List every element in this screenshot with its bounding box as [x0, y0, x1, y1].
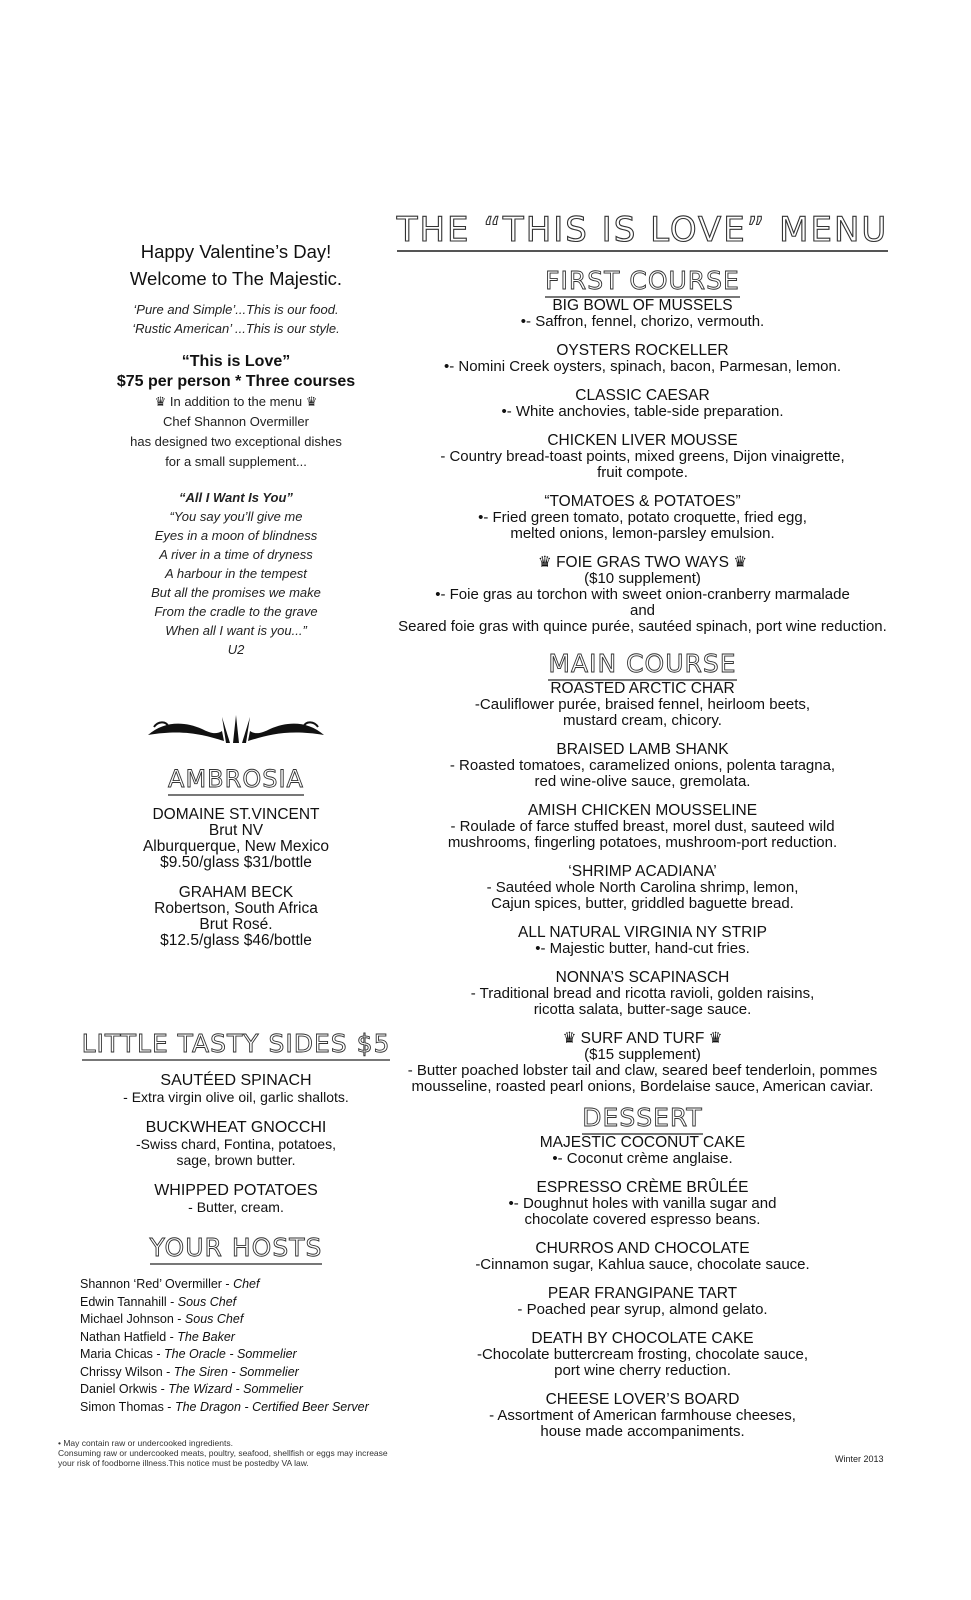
item-desc: -Cinnamon sugar, Kahlua sauce, chocolate sauce.	[475, 1256, 810, 1273]
left-column	[56, 238, 416, 1416]
side-name: BUCKWHEAT GNOCCHI	[145, 1119, 327, 1136]
special-price: $75 per person * Three courses	[116, 373, 356, 390]
wine-style: Brut NV	[208, 822, 264, 839]
supplement-line: for a small supplement...	[165, 454, 307, 469]
side-name: WHIPPED POTATOES	[154, 1182, 318, 1199]
notice-line: Consuming raw or undercooked meats, poultry, seafood, shellfish or eggs may increase	[58, 1448, 388, 1458]
menu-item	[395, 298, 890, 330]
designed-line: has designed two exceptional dishes	[130, 434, 342, 449]
addition-line	[56, 392, 416, 412]
chef-line: Chef Shannon Overmiller	[163, 414, 309, 429]
item-name: CLASSIC CAESAR	[575, 387, 710, 404]
menu-item	[395, 1031, 890, 1095]
menu-item	[395, 864, 890, 912]
item-name: MAJESTIC COCONUT CAKE	[539, 1134, 746, 1151]
item-name: ♛ FOIE GRAS TWO WAYS ♛	[537, 554, 748, 571]
menu-item	[395, 1180, 890, 1228]
item-name: ROASTED ARCTIC CHAR	[550, 680, 735, 697]
item-desc: ricotta salata, butter-sage sauce.	[533, 1001, 752, 1018]
host-entry: Shannon ‘Red’ Overmiller - Chef	[80, 1277, 260, 1291]
item-desc: mousseline, roasted pearl onions, Bordelaise sauce, American caviar.	[411, 1078, 874, 1095]
side-name: SAUTÉED SPINACH	[160, 1072, 312, 1089]
item-desc: mustard cream, chicory.	[563, 712, 722, 729]
item-desc: •- Fried green tomato, potato croquette, fried egg,	[478, 509, 807, 526]
wine-origin: Alburquerque, New Mexico	[142, 838, 330, 855]
poem-line: When all I want is you...”	[165, 623, 307, 638]
menu-item	[395, 388, 890, 420]
notice-line: • May contain raw or undercooked ingredients.	[58, 1438, 233, 1448]
item-desc: •- Saffron, fennel, chorizo, vermouth.	[520, 313, 765, 330]
main-course-heading: MAIN COURSE	[395, 649, 890, 679]
item-name: OYSTERS ROCKELLER	[556, 342, 729, 359]
item-name: ESPRESSO CRÈME BRÛLÉE	[536, 1179, 749, 1196]
item-desc: fruit compote.	[597, 464, 688, 481]
item-desc: -Cauliflower purée, braised fennel, heirloom beets,	[474, 696, 811, 713]
menu-item	[395, 1392, 890, 1440]
sides-heading: LITTLE TASTY SIDES $5	[56, 1029, 416, 1058]
side-item	[56, 1119, 416, 1168]
item-name: DEATH BY CHOCOLATE CAKE	[531, 1330, 754, 1347]
greeting: Happy Valentine’s Day!	[140, 241, 332, 262]
item-desc: - Poached pear syrup, almond gelato.	[517, 1301, 768, 1318]
menu-item	[395, 742, 890, 790]
item-name: ALL NATURAL VIRGINIA NY STRIP	[518, 924, 767, 941]
item-desc: Seared foie gras with quince purée, sautéed spinach, port wine reduction.	[398, 618, 887, 635]
season-label: Winter 2013	[835, 1454, 884, 1464]
wine-name: GRAHAM BECK	[178, 884, 294, 901]
menu-column	[395, 208, 890, 1440]
item-supplement: ($10 supplement)	[584, 570, 701, 587]
host-entry: Edwin Tannahill - Sous Chef	[80, 1294, 237, 1309]
item-name: “TOMATOES & POTATOES”	[544, 493, 741, 510]
host-entry: Maria Chicas - The Oracle - Sommelier	[80, 1347, 297, 1361]
special-name: “This is Love”	[181, 353, 291, 370]
item-name: ‘SHRIMP ACADIANA’	[568, 863, 717, 880]
item-desc: and	[629, 602, 656, 619]
item-desc: - Traditional bread and ricotta ravioli, golden raisins,	[470, 985, 815, 1002]
poem-line: “You say you’ll give me	[169, 509, 303, 524]
dessert-section	[395, 1103, 890, 1440]
item-name: CHEESE LOVER’S BOARD	[545, 1391, 740, 1408]
menu-item	[395, 1331, 890, 1379]
menu-item	[395, 803, 890, 851]
item-name: ♛ SURF AND TURF ♛	[562, 1030, 723, 1047]
wine-price: $12.5/glass $46/bottle	[160, 932, 312, 949]
menu-title: THE “THIS IS LOVE” MENU	[396, 210, 889, 250]
side-item	[56, 1072, 416, 1105]
poem-credit: U2	[227, 642, 245, 657]
item-supplement: ($15 supplement)	[584, 1046, 701, 1063]
welcome-line: Welcome to The Majestic.	[129, 268, 343, 289]
menu-item	[395, 925, 890, 957]
menu-item	[395, 1135, 890, 1167]
item-desc: - Country bread-toast points, mixed greens, Dijon vinaigrette,	[440, 448, 845, 465]
hosts-heading: YOUR HOSTS	[56, 1233, 416, 1262]
item-desc: Cajun spices, butter, griddled baguette bread.	[491, 895, 794, 912]
hosts-list	[80, 1276, 416, 1416]
menu-item	[395, 343, 890, 375]
host-entry: Nathan Hatfield - The Baker	[80, 1329, 235, 1344]
item-desc: - Roasted tomatoes, caramelized onions, polenta taragna,	[449, 757, 836, 774]
item-desc: -Chocolate buttercream frosting, chocolate sauce,	[476, 1346, 808, 1363]
crown-icon: ♛	[154, 394, 167, 409]
side-desc: sage, brown butter.	[176, 1152, 296, 1168]
item-desc: - Butter poached lobster tail and claw, seared beef tenderloin, pommes	[407, 1062, 878, 1079]
host-entry: Simon Thomas - The Dragon - Certified Beer Server	[80, 1399, 369, 1414]
item-desc: mushrooms, fingerling potatoes, mushroom-port reduction.	[447, 834, 838, 851]
first-course-section	[395, 266, 890, 635]
item-desc: - Sautéed whole North Carolina shrimp, lemon,	[486, 879, 799, 896]
wine-style: Brut Rosé.	[199, 916, 273, 933]
poem-line: A river in a time of dryness	[159, 547, 313, 562]
tagline-food: ‘Pure and Simple’...This is our food.	[133, 302, 339, 317]
ornament-divider-icon	[144, 713, 328, 745]
menu-item	[395, 555, 890, 635]
host-entry: Michael Johnson - Sous Chef	[80, 1312, 244, 1326]
first-course-heading: FIRST COURSE	[395, 266, 890, 296]
menu-item	[395, 681, 890, 729]
poem-line: But all the promises we make	[151, 585, 321, 600]
tagline-style: ‘Rustic American’ ...This is our style.	[132, 321, 340, 336]
poem-line: From the cradle to the grave	[154, 604, 318, 619]
wine-name: DOMAINE ST.VINCENT	[152, 806, 320, 823]
menu-item	[395, 1286, 890, 1318]
side-item	[56, 1182, 416, 1215]
item-name: NONNA’S SCAPINASCH	[555, 969, 730, 986]
dessert-heading: DESSERT	[395, 1103, 890, 1133]
health-notice	[58, 1438, 388, 1468]
item-name: CHICKEN LIVER MOUSSE	[547, 432, 738, 449]
item-desc: - Assortment of American farmhouse cheeses,	[489, 1407, 796, 1424]
item-desc: - Roulade of farce stuffed breast, morel dust, sauteed wild	[450, 818, 835, 835]
wine-item	[56, 885, 416, 949]
side-desc: - Extra virgin olive oil, garlic shallots.	[123, 1089, 349, 1105]
ambrosia-heading: AMBROSIA	[56, 765, 416, 793]
item-desc: house made accompaniments.	[540, 1423, 745, 1440]
item-desc: port wine cherry reduction.	[554, 1362, 731, 1379]
side-desc: -Swiss chard, Fontina, potatoes,	[136, 1136, 336, 1152]
menu-item	[395, 970, 890, 1018]
host-entry: Chrissy Wilson - The Siren - Sommelier	[80, 1364, 299, 1379]
wine-price: $9.50/glass $31/bottle	[160, 854, 312, 871]
item-desc: •- Coconut crème anglaise.	[552, 1150, 733, 1167]
item-name: PEAR FRANGIPANE TART	[547, 1285, 738, 1302]
item-name: BIG BOWL OF MUSSELS	[552, 297, 733, 314]
wine-item	[56, 807, 416, 871]
special-menu-title	[56, 352, 416, 392]
menu-item	[395, 433, 890, 481]
item-desc: •- White anchovies, table-side preparation.	[501, 403, 784, 420]
tagline	[56, 300, 416, 338]
item-desc: chocolate covered espresso beans.	[524, 1211, 761, 1228]
item-desc: •- Foie gras au torchon with sweet onion-cranberry marmalade	[435, 586, 850, 603]
poem-title: “All I Want Is You”	[179, 490, 293, 505]
notice-line: your risk of foodborne illness.This notice must be postedby VA law.	[58, 1458, 309, 1468]
host-entry: Daniel Orkwis - The Wizard - Sommelier	[80, 1382, 303, 1396]
item-desc: •- Nomini Creek oysters, spinach, bacon, Parmesan, lemon.	[443, 358, 842, 375]
addition-text: In addition to the menu	[169, 394, 303, 409]
menu-item	[395, 494, 890, 542]
item-desc: melted onions, lemon-parsley emulsion.	[510, 525, 775, 542]
main-course-section	[395, 649, 890, 1095]
item-name: AMISH CHICKEN MOUSSELINE	[527, 802, 758, 819]
crown-icon: ♛	[305, 394, 318, 409]
item-desc: •- Majestic butter, hand-cut fries.	[535, 940, 750, 957]
poem	[56, 488, 416, 659]
menu-item	[395, 1241, 890, 1273]
item-desc: red wine-olive sauce, gremolata.	[534, 773, 751, 790]
item-desc: •- Doughnut holes with vanilla sugar and	[508, 1195, 777, 1212]
item-name: CHURROS AND CHOCOLATE	[535, 1240, 750, 1257]
side-desc: - Butter, cream.	[188, 1199, 284, 1215]
item-name: BRAISED LAMB SHANK	[556, 741, 729, 758]
supplement-info	[56, 392, 416, 472]
poem-line: A harbour in the tempest	[165, 566, 307, 581]
wine-origin: Robertson, South Africa	[154, 900, 318, 917]
poem-line: Eyes in a moon of blindness	[154, 528, 318, 543]
